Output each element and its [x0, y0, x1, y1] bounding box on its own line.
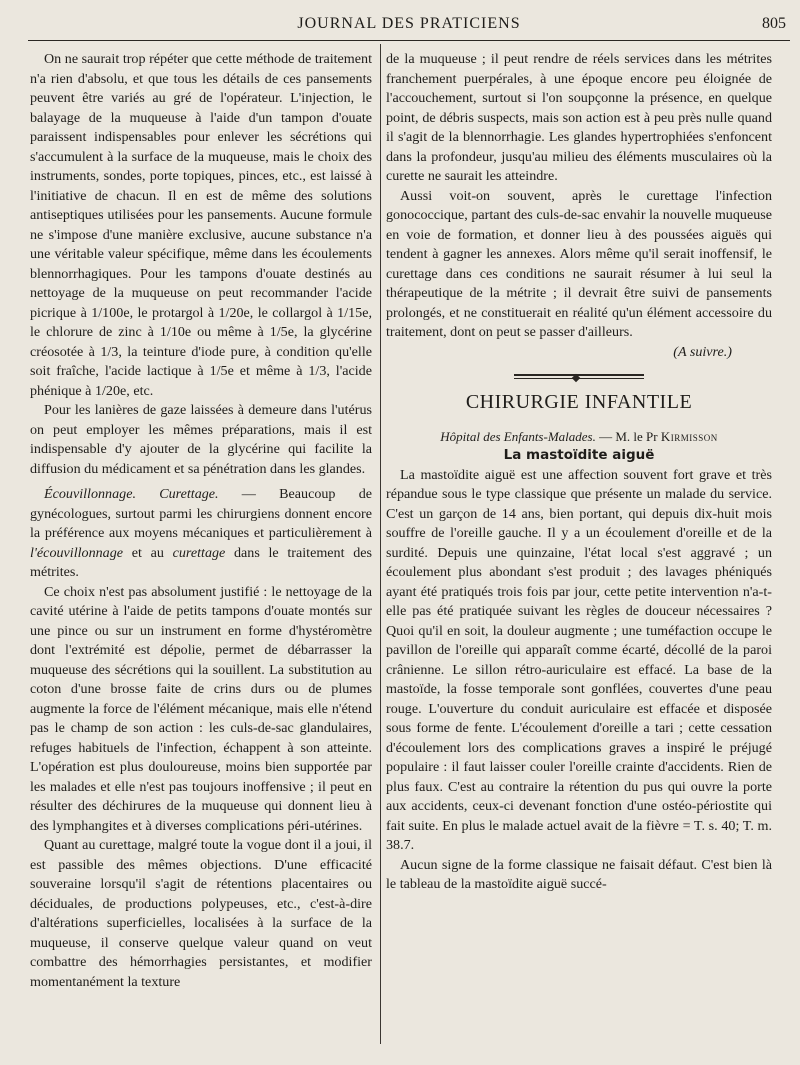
italic-term: l'écouvillonnage	[30, 544, 124, 561]
column-divider	[380, 44, 381, 1044]
paragraph: Ce choix n'est pas absolument justifié : le nettoyage de la cavité utérine à l'aide de petits tampons d'ouate montés sur une pince ou sur un instrument en forme d'hystéromètre dont l'extrémité est dépolie, permet de débarrasser la muqueuse des sécrétions qui la souillent. La substitution au coton d'une brosse faite de crins durs ou de plumes augmente la force de l'élément mécanique, mais elle n'étend pas le champ de son action : les culs-de-sac glandulaires, refuges habituels de l'infection, échappent à son atteinte. L'opération est plus douloureuse, moins bien supportée par les malades et elle n'est pas toujours inoffensive ; il peut en résulter des déchirures de la muqueuse qui donnent lieu à des lymphangites et à diverses complications péri-utérines.	[30, 583, 372, 834]
paragraph: La mastoïdite aiguë est une affection souvent fort grave et très répandue sous le type classique que présente un malade du service. C'est un garçon de 14 ans, bien portant, qui depuis dix-huit mois souffre de l'oreille gauche. Il y a un écoulement d'oreille et de la surdité. Depuis une quinzaine, l'état local s'est aggravé ; un écoulement plus abondant s'est produit ; des lavages phéniqués ayant été pratiqués trois fois par jour, cette petite intervention n'a-t-elle pas été pratiquée suivant les règles de douceur nécessaires ? Quoi qu'il en soit, la douleur augmente ; une tuméfaction occupe le pavillon de l'oreille qui apparaît comme écarté, décollé de la paroi crânienne. Le sillon rétro-auriculaire est effacé. La base de la mastoïde, la fosse temporale sont gonflées, couvertes d'une peau rouge. L'ouverture du conduit auriculaire est effacée et disposée sous forme de fente. L'écoulement d'oreille a tari ; cette cessation d'écoulement lors des complications graves a inspiré le préjugé populaire : il faut laisser couler l'oreille crainte d'accidents. Rien de plus faux. C'est au contraire la rétention du pus qui ouvre la porte aux accidents, ceux-ci devenant fonction d'une ostéo-périostite qui fait suite. En plus le malade actuel avait de la fièvre = T. s. 40; T. m. 38.7.	[386, 466, 772, 853]
byline-text: — M. le Pr	[595, 428, 661, 444]
page-number: 805	[762, 15, 786, 32]
page-header	[28, 10, 790, 41]
right-column	[386, 50, 772, 895]
section-separator	[514, 374, 644, 379]
article-title: La mastoïdite aiguë	[503, 447, 655, 463]
hospital-name: Hôpital des Enfants-Malades.	[440, 428, 596, 444]
paragraph: de la muqueuse ; il peut rendre de réels services dans les métrites franchement puerpérales, à une époque encore peu éloignée de l'accouchement, surtout si l'on soupçonne la présence, en quelque point, de débris suspects, mais son action est à peu près nulle quand il s'agit de la blennorrhagie. Les glandes hypertrophiées s'enfoncent dans la profondeur, jusqu'au milieu des éléments musculaires où la curette ne saurait les atteindre.	[386, 51, 772, 184]
section-title: CHIRURGIE INFANTILE	[465, 391, 693, 413]
paragraph: On ne saurait trop répéter que cette méthode de traitement n'a rien d'absolu, et que tous les détails de ces pansements peuvent être variés au gré de l'opérateur. L'injection, le balayage de la muqueuse à l'aide d'un tampon d'ouate paraissent indispensables pour enlever les sécrétions qui s'accumulent à la surface de la muqueuse, mais le choix des instruments, sondes, porte topiques, pinces, etc., est laissé à l'initiative de chacun. Il en est de même des solutions antiseptiques utilisées pour les pansements. Aucune formule ne s'impose d'une manière exclusive, aucune substance n'a une véritable valeur spécifique, même dans les écoulements blennorrhagiques. Pour les tampons d'ouate destinés au nettoyage de la muqueuse on peut recommander l'acide picrique à 1/100e, le protargol à 1/20e, le collargol à 1/15e, le chlorure de zinc à 1/10e ou même à 1/5e, la glycérine créosotée à 1/3, la teinture d'iode pure, à condition qu'elle soit fraîche, l'acide lactique à 1/5e et même à 1/3, l'acide phénique à 1/20e, etc.	[30, 51, 372, 399]
byline	[386, 427, 772, 447]
paragraph: Pour les lanières de gaze laissées à demeure dans l'utérus on peut employer les mêmes préparations, mais il est indispensable d'y ajouter de la glycérine qui facilite la diffusion du médicament et sa pénétration dans les glandes.	[30, 402, 372, 477]
subheading-italic: Écouvillonnage. Curettage.	[44, 486, 219, 502]
italic-term: curettage	[172, 544, 226, 561]
author-name: Kirmisson	[660, 428, 718, 444]
continuation-note: (A suivre.)	[673, 343, 732, 360]
paragraph: Quant au curettage, malgré toute la vogue dont il a joui, il est passible des mêmes objections. D'une efficacité souveraine lorsqu'il s'agit de rétentions placentaires ou déciduales, de productions polypeuses, etc., c'est-à-dire d'altérations superficielles, localisées à la surface de la muqueuse, il conserve quelque valeur quand on veut combattre des hémorrhagies persistantes, et modifier momentanément la texture	[30, 837, 372, 990]
paragraph: Aucun signe de la forme classique ne faisait défaut. C'est bien là le tableau de la mastoïdite aiguë succé-	[386, 856, 772, 892]
journal-title: JOURNAL DES PRATICIENS	[297, 15, 521, 32]
paragraph	[30, 485, 372, 583]
left-column	[30, 50, 372, 992]
paragraph-text: dans le traitement des métrites.	[30, 544, 372, 580]
paragraph: Aussi voit-on souvent, après le curettage l'infection gonococcique, partant des culs-de-sac envahir la nouvelle muqueuse en voie de formation, et donner lieu à des poussées aiguës qui tendent à gagner les annexes. Alors même qu'il serait inoffensif, le curettage dans ces conditions ne saurait résumer à lui seul la thérapeutique de la métrite ; il devrait être suivi de pansements prolongés, et ne constituerait en réalité qu'un élément accessoire du traitement, dont on peut se passer d'ailleurs.	[386, 187, 772, 340]
paragraph-text: et au	[123, 544, 173, 561]
paragraph-text: — Beaucoup de gynécologues, surtout parmi les chirurgiens donnent encore la préférence aux moyens mécaniques et particulièrement à	[30, 486, 372, 541]
